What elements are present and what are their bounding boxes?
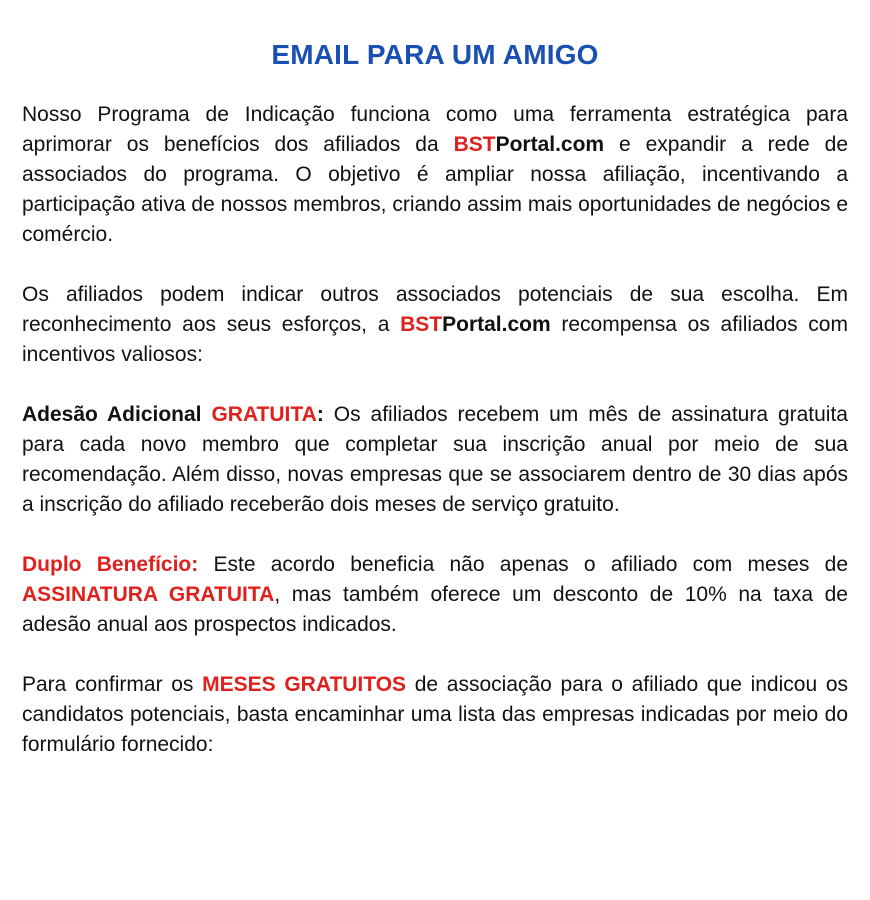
confirm-text-2: de associação para o afiliado que indicou os candidatos potenciais, basta encaminhar uma lista das empresas indicadas por meio do formulário fornecido: xyxy=(22,672,848,756)
paragraph-affiliates xyxy=(22,280,848,370)
free-months-emphasis: MESES GRATUITOS xyxy=(202,672,407,696)
double-benefit-text-1: Este acordo beneficia não apenas o afiliado com meses de xyxy=(198,552,848,576)
additional-membership-colon: : xyxy=(316,402,324,426)
affiliates-text-2: recompensa os afiliados com incentivos valiosos: xyxy=(22,312,848,366)
confirm-text-1: Para confirmar os xyxy=(22,672,203,696)
double-benefit-heading: Duplo Benefício: xyxy=(22,552,199,576)
additional-membership-heading: Adesão Adicional xyxy=(22,402,212,426)
paragraph-double-benefit xyxy=(22,550,848,640)
additional-membership-text: Os afiliados recebem um mês de assinatura gratuita para cada novo membro que completar sua inscrição anual por meio de sua recomendação. Além disso, novas empresas que se associarem dentro de 30 dias após a inscrição do afiliado receberão dois meses de serviço gratuito. xyxy=(22,402,848,516)
free-subscription-emphasis: ASSINATURA GRATUITA xyxy=(22,582,275,606)
intro-text-2: e expandir a rede de associados do programa. O objetivo é ampliar nossa afiliação, incentivando a participação ativa de nossos membros, criando assim mais oportunidades de negócios e comércio. xyxy=(22,132,848,246)
paragraph-intro xyxy=(22,100,848,250)
paragraph-additional-membership xyxy=(22,400,848,520)
intro-text-1: Nosso Programa de Indicação funciona como uma ferramenta estratégica para aprimorar os benefícios dos afiliados da xyxy=(22,102,848,156)
brand-name-red: BST xyxy=(400,312,443,336)
double-benefit-text-2: , mas também oferece um desconto de 10% na taxa de adesão anual aos prospectos indicados. xyxy=(22,582,848,636)
paragraph-confirm xyxy=(22,670,848,760)
page-title: EMAIL PARA UM AMIGO xyxy=(271,39,599,70)
brand-name-red: BST xyxy=(453,132,496,156)
brand-name-black: Portal.com xyxy=(442,312,551,336)
affiliates-text-1: Os afiliados podem indicar outros associados potenciais de sua escolha. Em reconhecimento aos seus esforços, a xyxy=(22,282,848,336)
additional-membership-free: GRATUITA xyxy=(211,402,317,426)
brand-name-black: Portal.com xyxy=(495,132,605,156)
